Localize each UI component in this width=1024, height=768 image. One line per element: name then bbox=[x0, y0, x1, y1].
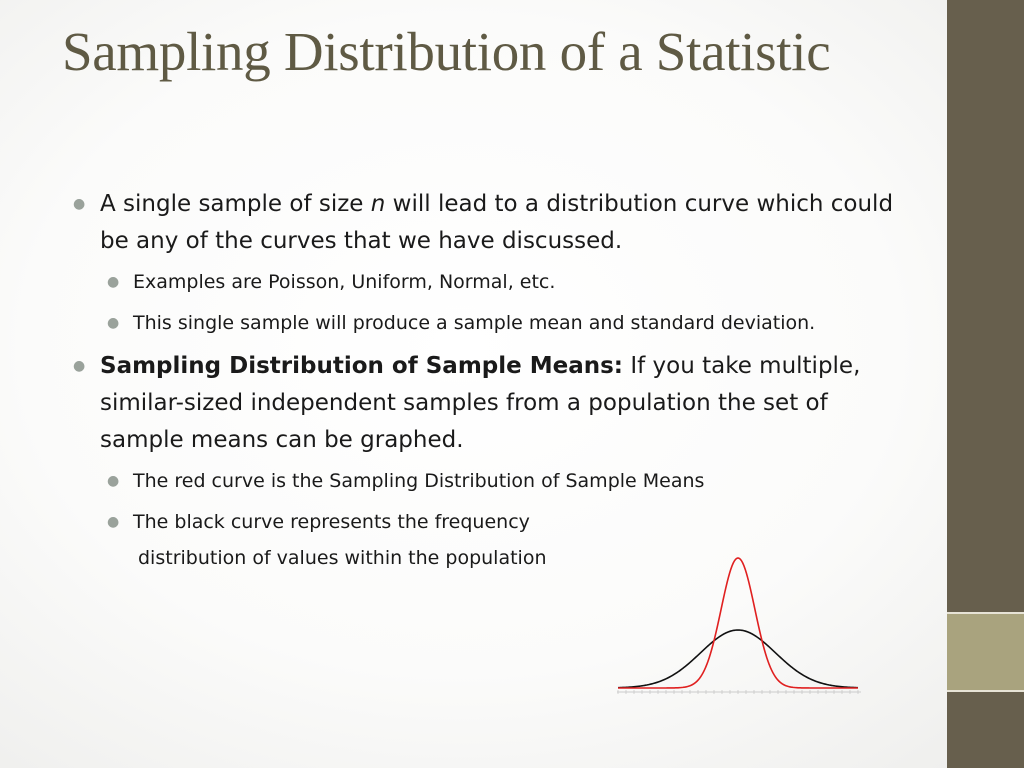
bullet-1-sub-2-text: This single sample will produce a sample mean and standard deviation. bbox=[133, 312, 816, 334]
bullet-1-sub-1 bbox=[70, 266, 910, 298]
bullet-dot-icon: ● bbox=[73, 196, 86, 212]
slide-content bbox=[70, 186, 910, 574]
bullet-2-sub-2-continuation: distribution of values within the population bbox=[138, 547, 547, 569]
side-divider-bottom bbox=[947, 690, 1024, 692]
bullet-2-text: If you take multiple, similar-sized independent samples from a population the set of sample means can be graphed. bbox=[100, 353, 861, 453]
bullet-2-sub-2 bbox=[70, 506, 910, 538]
side-accent-block bbox=[947, 614, 1024, 690]
bullet-2-sub-1 bbox=[70, 465, 910, 497]
bullet-1-variable: n bbox=[370, 191, 386, 217]
bullet-2-sub-1-text: The red curve is the Sampling Distribution of Sample Means bbox=[133, 470, 705, 492]
slide-title: Sampling Distribution of a Statistic bbox=[62, 21, 831, 82]
population-distribution-curve bbox=[618, 630, 858, 688]
bullet-1-sub-1-text: Examples are Poisson, Uniform, Normal, etc. bbox=[133, 271, 556, 293]
bullet-1-text-end: will lead to a distribution curve which could be any of the curves that we have discussed. bbox=[100, 191, 894, 254]
bullet-1 bbox=[70, 186, 910, 260]
bullet-dot-icon: ● bbox=[73, 358, 86, 374]
bullet-2-sub-2-text: The black curve represents the frequency bbox=[133, 511, 530, 533]
sampling-distribution-curve bbox=[618, 558, 858, 688]
bullet-dot-icon: ● bbox=[107, 514, 120, 530]
distribution-curves-chart bbox=[612, 548, 864, 698]
bullet-1-text-start: A single sample of size bbox=[100, 191, 371, 217]
bullet-1-sub-2 bbox=[70, 307, 910, 339]
bullet-dot-icon: ● bbox=[107, 274, 120, 290]
bullet-dot-icon: ● bbox=[107, 473, 120, 489]
bullet-2-bold-label: Sampling Distribution of Sample Means: bbox=[100, 353, 624, 379]
bullet-dot-icon: ● bbox=[107, 315, 120, 331]
bullet-2 bbox=[70, 348, 910, 459]
